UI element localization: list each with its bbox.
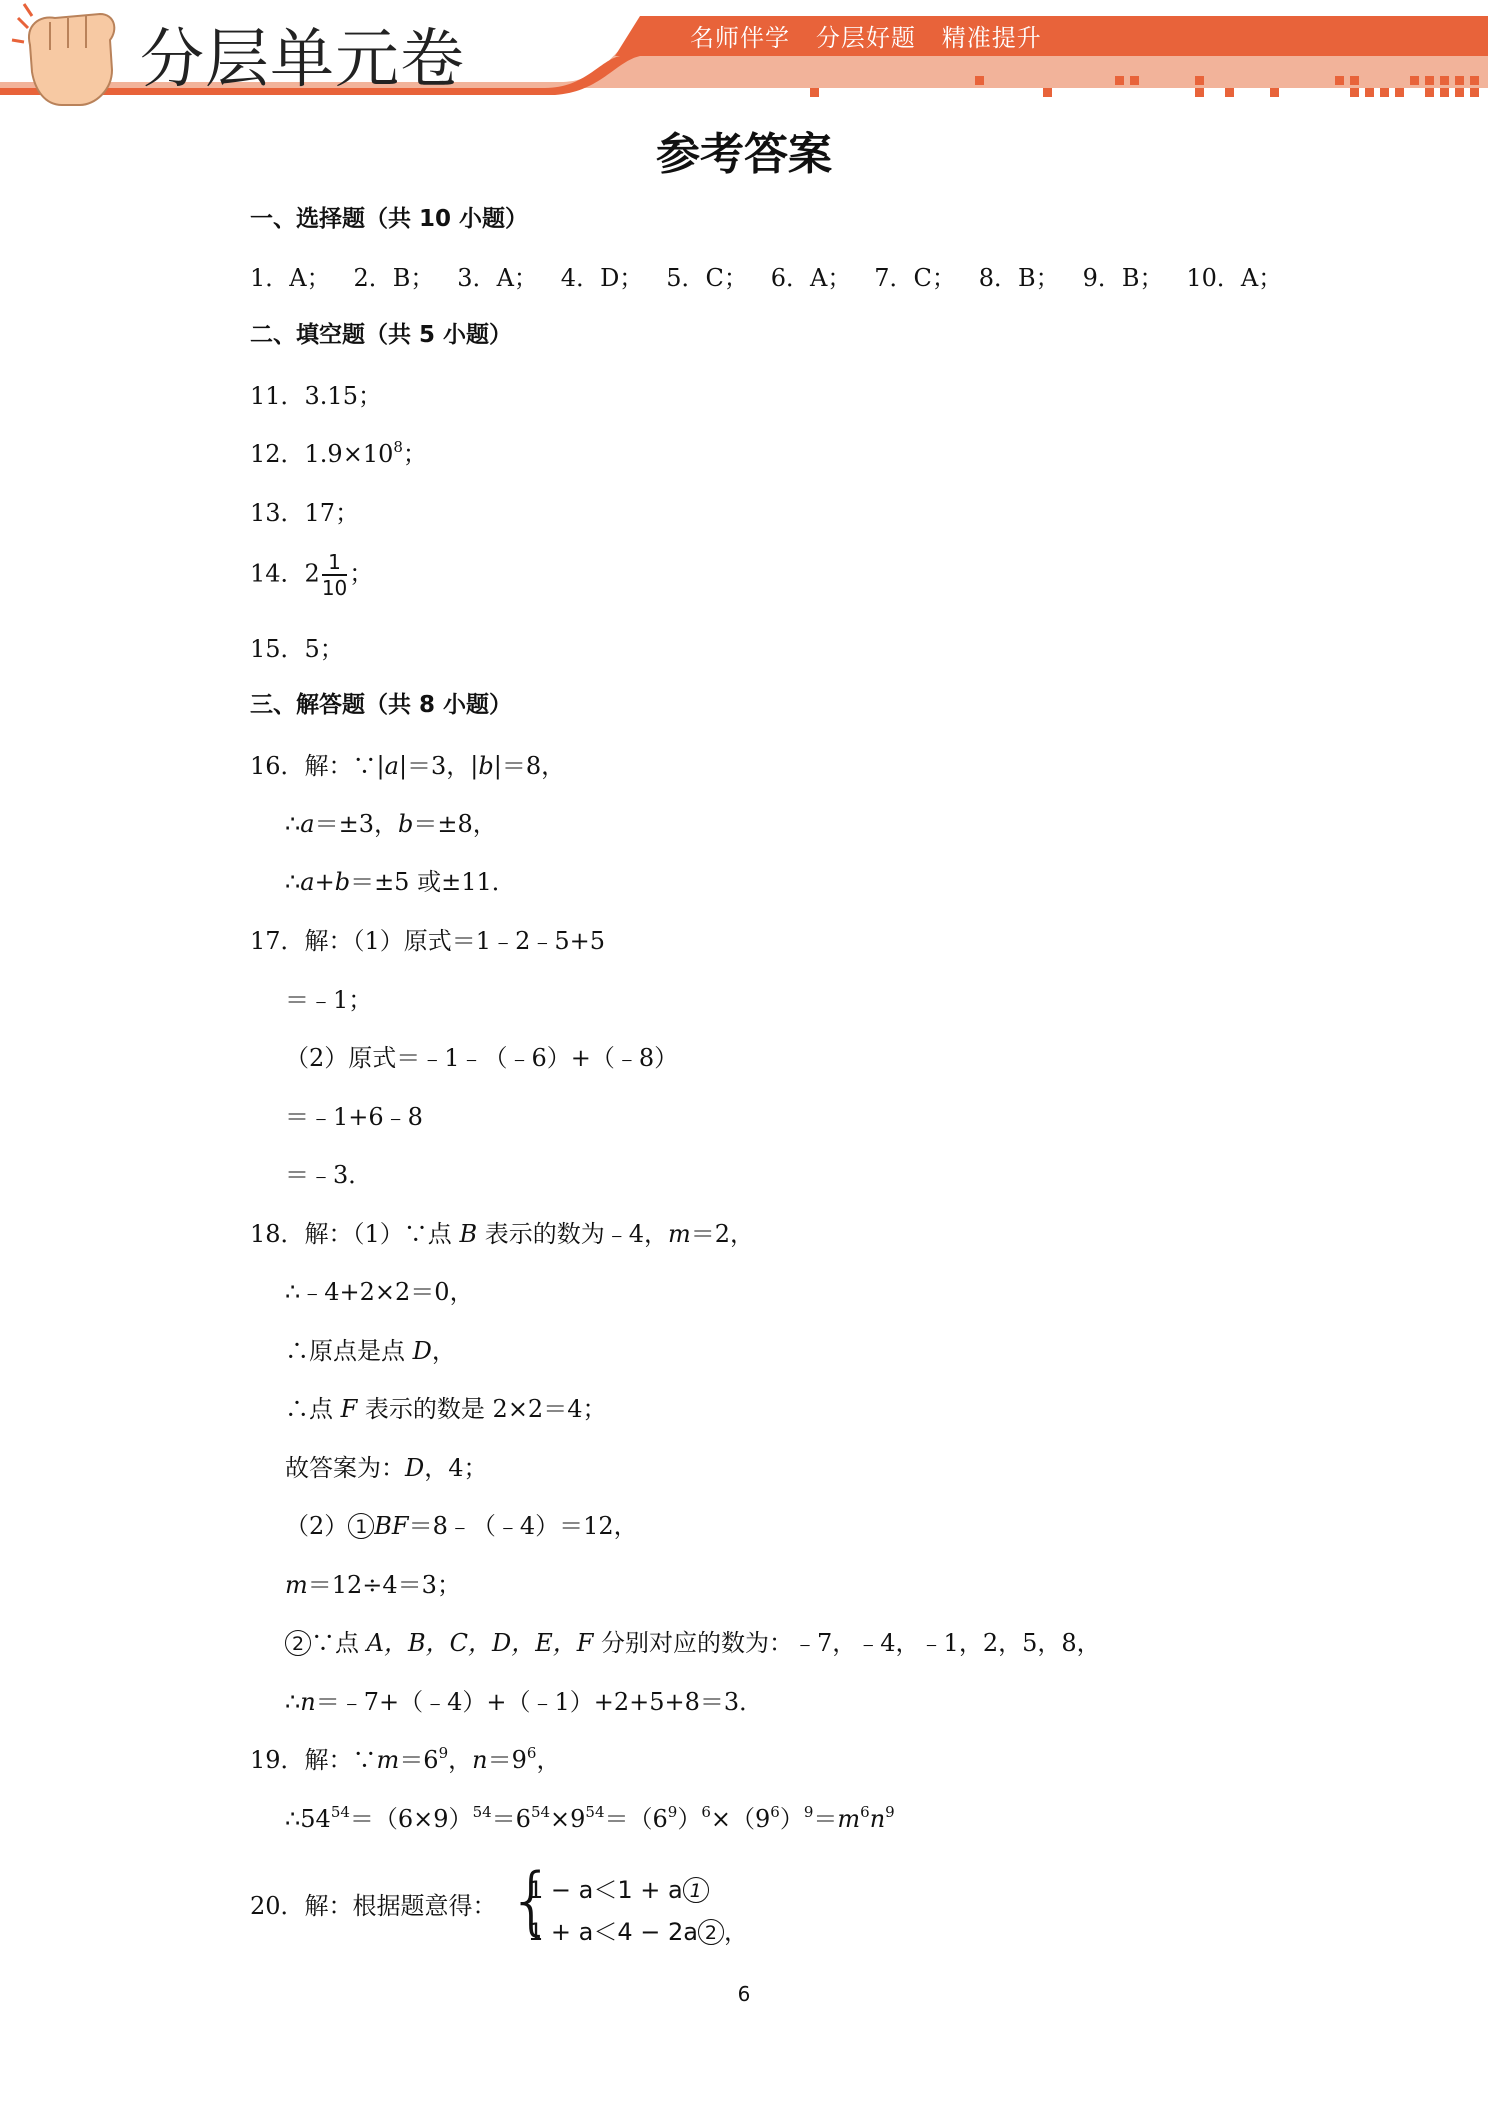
var-a: a [384,752,399,780]
fill-q13: 13．17； [250,499,360,527]
answer-6: 6．A； [770,264,852,292]
q18-l7-b: ＝12÷4＝3； [307,1571,461,1599]
var-n: n [869,1805,886,1833]
var-a: a [300,868,315,896]
q20-tail: ， [723,1918,748,1946]
inequality-2-text: 1 + a＜4 − 2a [528,1918,698,1946]
answer-3: 3．A； [457,264,538,292]
var-n: n [472,1746,488,1774]
q19-l1-d: ＝9 [487,1746,527,1774]
q16-line-1 [250,752,565,781]
q16-l1-c: |＝8， [493,752,566,780]
q19-l2-c: ＝6 [491,1805,531,1833]
fill-q11: 11．3.15； [250,382,382,410]
fill-q14 [250,550,373,600]
var-a: a [300,810,315,838]
answer-9: 9．B； [1082,264,1164,292]
q18-line-6 [285,1512,638,1541]
exponent: 9 [438,1744,449,1762]
q19-l1-c: ， [448,1746,473,1774]
q19-l2-d: ×9 [550,1805,586,1833]
q18-line-4 [285,1395,606,1424]
answer-1: 1．A； [250,264,331,292]
q18-l9-a: ∴ [285,1688,301,1716]
var-m: m [667,1220,691,1248]
q19-l2-a: ∴54 [285,1805,331,1833]
q19-l1-f: ， [536,1746,561,1774]
q17-line-4: ＝﹣1+6﹣8 [285,1103,423,1131]
q16-line-3 [285,868,516,897]
segment-BF: BF [374,1512,409,1540]
q18-line-7 [285,1571,461,1600]
point-B: B [459,1220,478,1248]
q18-l6-a: （2） [285,1512,349,1540]
q18-line-5 [285,1454,488,1483]
q18-l9-b: ＝﹣7+（﹣4）+（﹣1）+2+5+8＝3． [315,1688,764,1716]
q17-line-3: （2）原式＝﹣1﹣（﹣6）+（﹣8） [285,1044,679,1072]
q19-l2-f: ） [677,1805,702,1833]
fill-q12 [250,440,427,469]
exponent: 9 [885,1803,895,1821]
q18-line-1 [250,1220,754,1249]
q17-line-1: 17．解：（1）原式＝1﹣2﹣5+5 [250,927,605,955]
q16-l2-a: ∴ [285,810,301,838]
q14-denominator: 10 [321,576,348,600]
q18-line-8 [285,1629,1101,1658]
q19-line-1 [250,1746,560,1775]
circled-number-2: 2 [698,1919,724,1945]
q18-l8-b: 分别对应的数为：﹣7，﹣4，﹣1，2，5，8， [593,1629,1101,1657]
q19-l1-b: ＝6 [399,1746,439,1774]
exponent: 6 [770,1803,780,1821]
q20-lead: 20．解：根据题意得： [250,1892,497,1920]
q18-line-3 [285,1337,456,1366]
q19-l2-b: ＝（6×9） [349,1805,473,1833]
point-F: F [340,1395,358,1423]
q14-fraction [322,550,347,600]
answer-4: 4．D； [560,264,644,292]
inequality-2 [528,1912,748,1947]
q19-l2-g: ×（9 [710,1805,771,1833]
q18-line-2: ∴﹣4+2×2＝0， [285,1278,474,1306]
q16-line-2 [285,810,497,839]
answer-10: 10．A； [1186,264,1283,292]
exponent: 54 [472,1803,492,1821]
q18-l5-b: ，4； [424,1454,488,1482]
exponent: 54 [585,1803,605,1821]
point-D: D [405,1454,425,1482]
brace: { [508,1858,556,1944]
q16-l3-a: ∴ [285,868,301,896]
circled-number-2: 2 [285,1630,311,1656]
exponent: 9 [667,1803,678,1821]
fill-q15: 15．5； [250,635,344,663]
q19-l2-i: ＝ [813,1805,838,1833]
exponent: 6 [860,1803,870,1821]
logo-text: 分层单元卷 [140,23,465,97]
q19-l2-h: ） [779,1805,804,1833]
var-m: m [376,1746,400,1774]
q16-l1-b: |＝3，| [398,752,479,780]
q19-line-2 [285,1805,895,1834]
answer-2: 2．B； [353,264,435,292]
exponent: 9 [803,1803,814,1821]
var-b: b [478,752,494,780]
q18-line-9 [285,1688,763,1717]
inequality-1 [528,1870,709,1905]
points-list: A，B，C，D，E，F [366,1629,594,1657]
var-b: b [397,810,414,838]
inequality-1-text: 1 − a＜1 + a [528,1876,683,1904]
answer-7: 7．C； [874,264,956,292]
q18-l1-b: 表示的数为﹣4， [477,1220,668,1248]
q16-l1-a: 16．解：∵| [250,752,385,780]
slogan: 名师伴学 分层好题 精准提升 [690,24,1042,52]
var-m: m [285,1571,308,1599]
q16-l2-c: ＝±8， [413,810,497,838]
exponent: 6 [526,1744,537,1762]
q14-numerator: 1 [322,550,347,576]
var-b: b [334,868,351,896]
q16-l2-b: ＝±3， [314,810,398,838]
exponent: 6 [701,1803,711,1821]
exponent: 54 [330,1803,350,1821]
q12-end: ； [402,440,427,468]
q14-end: ； [349,559,374,588]
header-banner [0,0,1488,120]
q18-l5-a: 故答案为： [285,1454,405,1482]
var-m: m [837,1805,861,1833]
q18-l4-b: 表示的数是 2×2＝4； [357,1395,607,1423]
circled-number-1: 1 [348,1513,374,1539]
exponent: 54 [530,1803,551,1821]
section-fill: 二、填空题（共 5 小题） [250,322,513,348]
page-title: 参考答案 [656,129,832,180]
var-n: n [300,1688,316,1716]
page-number: 6 [737,1982,751,2006]
q18-l4-a: ∴点 [285,1395,341,1423]
q12-exponent: 8 [393,438,403,456]
q18-l8-a: ∵点 [311,1629,367,1657]
answer-5: 5．C； [666,264,748,292]
q12-base: 12．1.9×10 [250,440,394,468]
q14-whole: 14．2 [250,559,320,588]
q19-l2-e: ＝（6 [604,1805,668,1833]
q18-l3-b: ， [431,1337,456,1365]
circled-number-1: 1 [683,1877,709,1903]
q16-l3-c: ＝±5 或±11． [350,868,516,896]
choice-answers [250,264,1282,293]
q18-l6-b: ＝8﹣（﹣4）＝12， [408,1512,638,1540]
q18-l1-c: ＝2， [690,1220,755,1248]
q19-l1-a: 19．解：∵ [250,1746,377,1774]
q18-l1-a: 18．解：（1）∵点 [250,1220,460,1248]
q17-line-5: ＝﹣3． [285,1161,373,1189]
answer-8: 8．B； [978,264,1060,292]
point-D: D [412,1337,432,1365]
section-choice: 一、选择题（共 10 小题） [250,206,529,232]
section-solve: 三、解答题（共 8 小题） [250,692,513,718]
q17-line-2: ＝﹣1； [285,986,373,1014]
q18-l3-a: ∴原点是点 [285,1337,413,1365]
q16-l3-b: + [314,868,335,896]
